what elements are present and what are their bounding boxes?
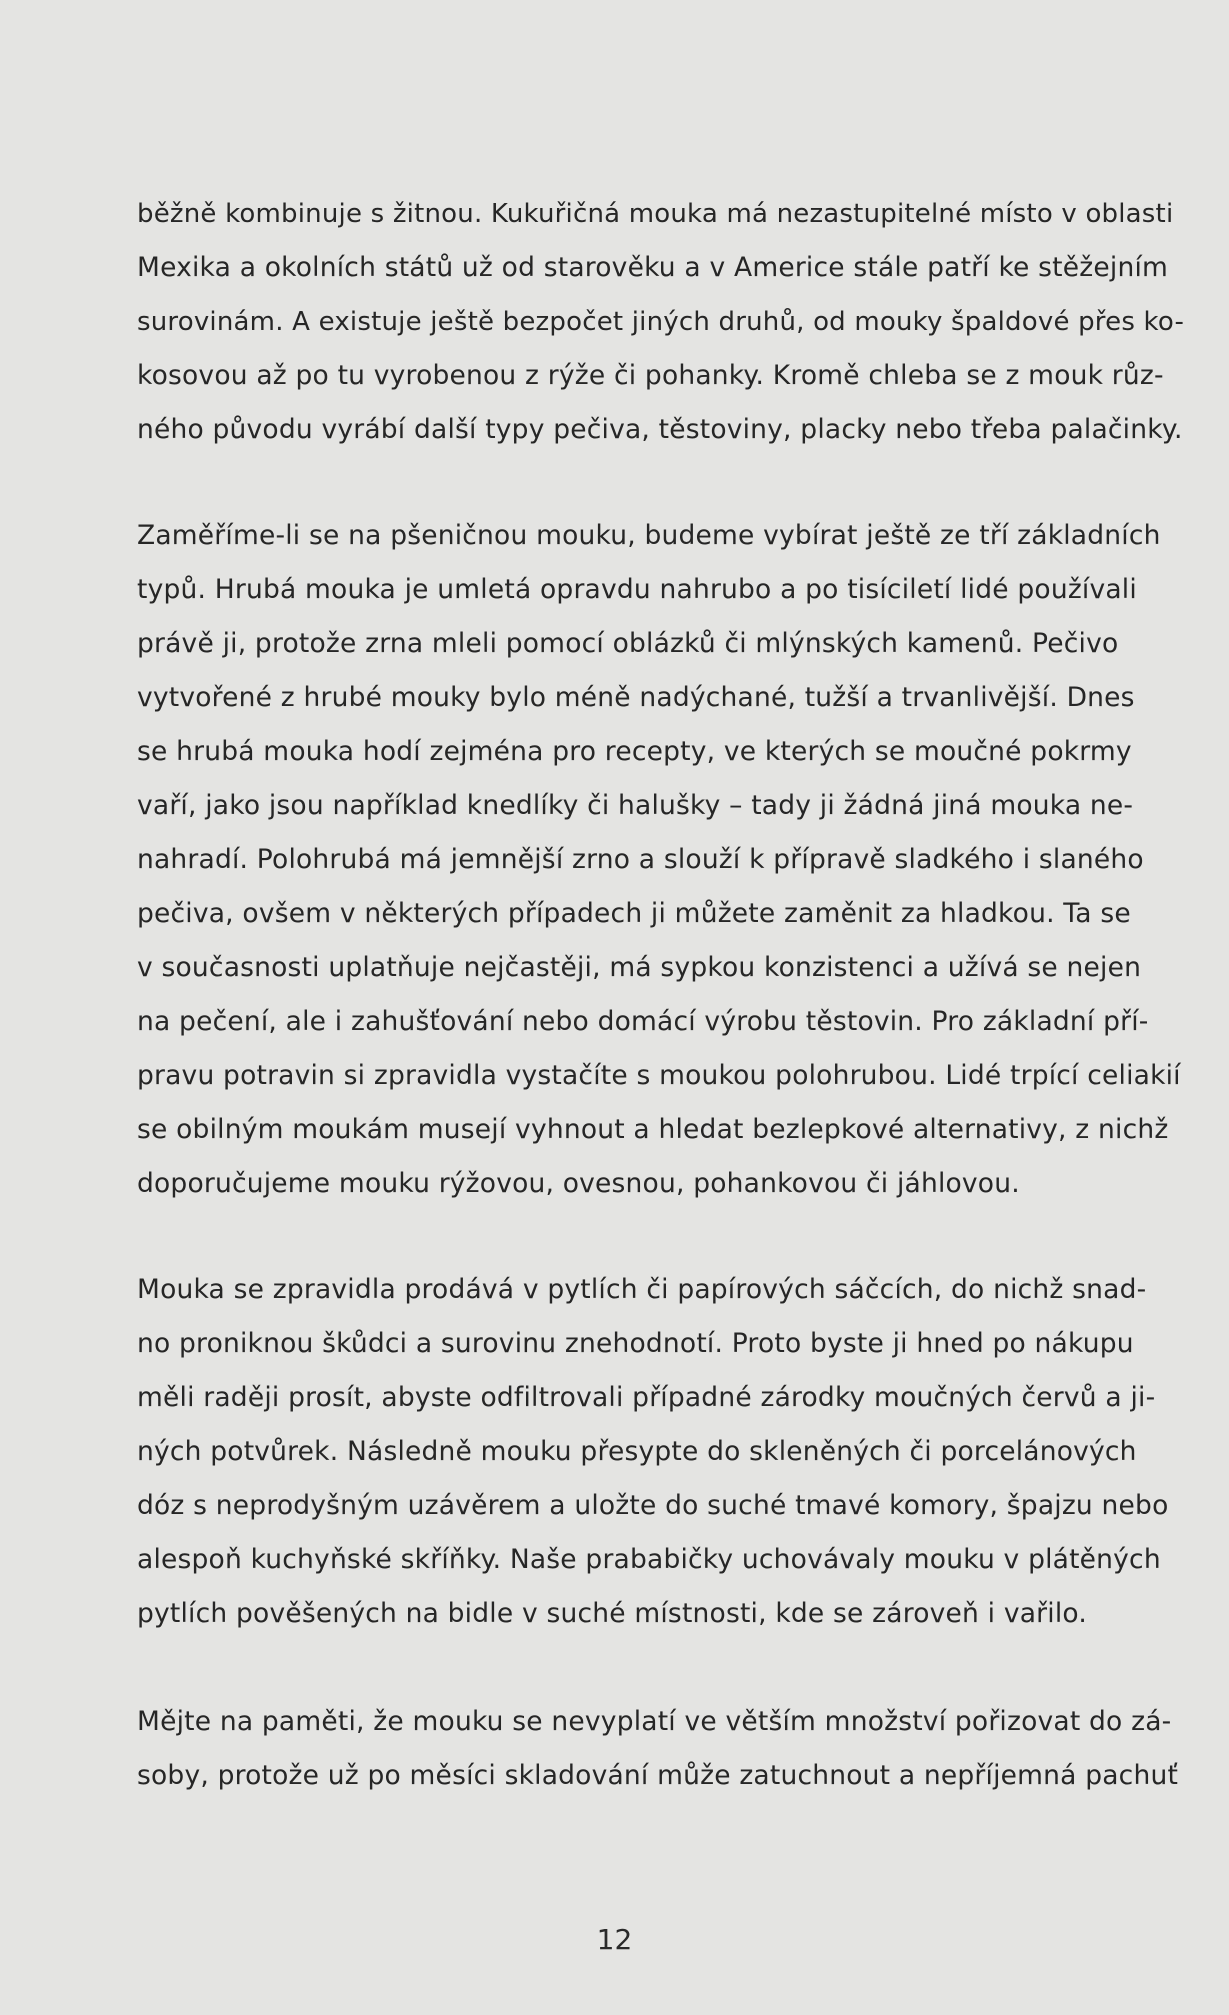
text-line: Zaměříme-li se na pšeničnou mouku, budeme vybírat ještě ze tří základních	[137, 520, 1161, 551]
text-line: doporučujeme mouku rýžovou, ovesnou, pohankovou či jáhlovou.	[137, 1168, 1020, 1199]
paragraph-1	[137, 187, 1187, 457]
text-line: soby, protože už po měsíci skladování může zatuchnout a nepříjemná pachuť	[137, 1760, 1179, 1791]
text-line: Mexika a okolních států už od starověku a v Americe stále patří ke stěžejním	[137, 252, 1169, 283]
text-line: typů. Hrubá mouka je umletá opravdu nahrubo a po tisíciletí lidé používali	[137, 574, 1137, 605]
text-line: surovinám. A existuje ještě bezpočet jiných druhů, od mouky špaldové přes ko-	[137, 307, 1185, 337]
text-line: se obilným moukám musejí vyhnout a hledat bezlepkové alternativy, z nichž	[137, 1114, 1169, 1145]
text-line: pečiva, ovšem v některých případech ji můžete zaměnit za hladkou. Ta se	[137, 898, 1131, 929]
text-line: měli raději prosít, abyste odfiltrovali případné zárodky moučných červů a ji-	[137, 1382, 1156, 1413]
paragraph-4	[137, 1695, 1187, 1803]
text-line: ných potvůrek. Následně mouku přesypte do skleněných či porcelánových	[137, 1436, 1137, 1467]
text-line: dóz s neprodyšným uzávěrem a uložte do suché tmavé komory, špajzu nebo	[137, 1490, 1169, 1521]
text-line: vaří, jako jsou například knedlíky či halušky – tady ji žádná jiná mouka ne-	[137, 790, 1134, 821]
text-line: v současnosti uplatňuje nejčastěji, má sypkou konzistenci a užívá se nejen	[137, 952, 1142, 983]
text-line: pravu potravin si zpravidla vystačíte s moukou polohrubou. Lidé trpící celiakií	[137, 1060, 1181, 1091]
text-line: Mouka se zpravidla prodává v pytlích či papírových sáčcích, do nichž snad-	[137, 1274, 1147, 1305]
text-line: Mějte na paměti, že mouku se nevyplatí ve větším množství pořizovat do zá-	[137, 1706, 1172, 1737]
text-line: nahradí. Polohrubá má jemnější zrno a slouží k přípravě sladkého i slaného	[137, 844, 1144, 875]
text-line: pytlích pověšených na bidle v suché místnosti, kde se zároveň i vařilo.	[137, 1598, 1087, 1629]
text-line: běžně kombinuje s žitnou. Kukuřičná mouka má nezastupitelné místo v oblasti	[137, 199, 1174, 229]
text-line: se hrubá mouka hodí zejména pro recepty, ve kterých se moučné pokrmy	[137, 736, 1132, 767]
text-line: na pečení, ale i zahušťování nebo domácí výrobu těstovin. Pro základní pří-	[137, 1006, 1149, 1037]
text-line: vytvořené z hrubé mouky bylo méně nadýchané, tužší a trvanlivější. Dnes	[137, 682, 1135, 713]
paragraph-2	[137, 509, 1187, 1211]
text-line: právě ji, protože zrna mleli pomocí oblázků či mlýnských kamenů. Pečivo	[137, 628, 1119, 659]
text-line: alespoň kuchyňské skříňky. Naše prababičky uchovávaly mouku v plátěných	[137, 1544, 1161, 1575]
text-line: ného původu vyrábí další typy pečiva, těstoviny, placky nebo třeba palačinky.	[137, 414, 1183, 445]
paragraph-3	[137, 1263, 1187, 1641]
text-line: no proniknou škůdci a surovinu znehodnotí. Proto byste ji hned po nákupu	[137, 1328, 1134, 1359]
text-line: kosovou až po tu vyrobenou z rýže či pohanky. Kromě chleba se z mouk růz-	[137, 360, 1164, 391]
page-number: 12	[596, 1923, 633, 1956]
